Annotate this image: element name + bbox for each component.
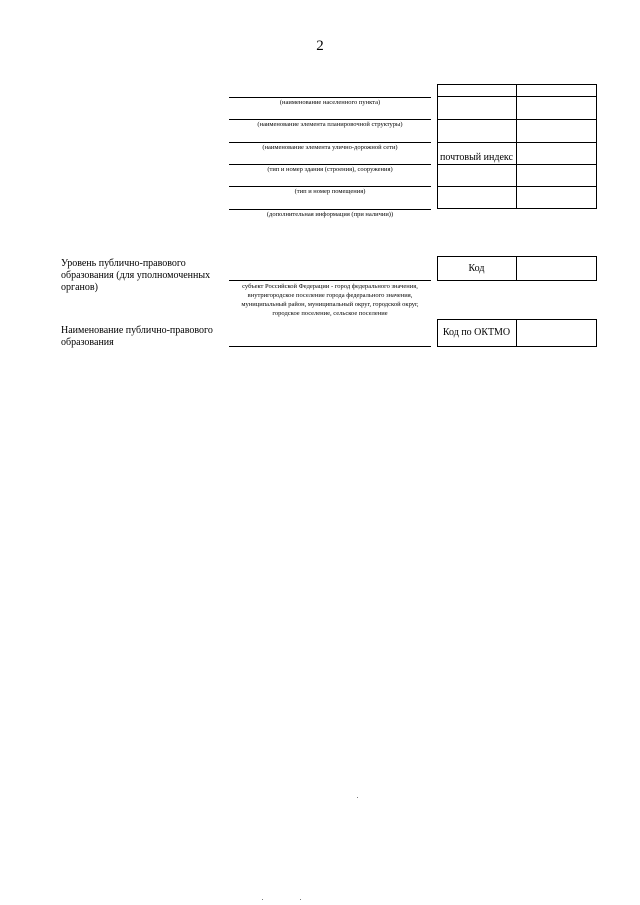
grid-row-line [437, 186, 597, 187]
scan-speck [357, 797, 358, 798]
level-label: Уровень публично-правового образования (для уполномоченных органов) [61, 258, 211, 293]
level-code-value[interactable] [518, 257, 596, 280]
scan-speck [300, 899, 301, 900]
grid-row-line [437, 96, 597, 97]
oktmo-value[interactable] [518, 320, 596, 346]
additional-info-line [229, 209, 431, 210]
additional-info-caption: (дополнительная информация (при наличии)) [266, 211, 394, 218]
entity-name-line [229, 346, 431, 347]
level-caption: субъект Российской Федерации - город федерального значения, внутригородское поселение города федерального значения, муниципальный район, муниципальный округ, городской округ, городское поселение, сельское поселение [241, 283, 419, 317]
street-network-caption: (наименование элемента улично-дорожной сети) [262, 144, 398, 151]
street-network-line [229, 142, 431, 143]
level-code-label: Код [468, 263, 485, 274]
grid-row-line [437, 164, 597, 165]
premises-line [229, 186, 431, 187]
building-caption: (тип и номер здания (строения), сооружения) [267, 166, 393, 173]
grid-divider [516, 84, 517, 209]
settlement-caption: (наименование населенного пункта) [279, 99, 381, 106]
level-code-divider [516, 256, 517, 281]
page-number: 2 [316, 38, 324, 54]
postal-index-label: почтовый индекс [440, 152, 513, 163]
grid-row-line [437, 119, 597, 120]
scan-speck [262, 899, 263, 900]
oktmo-label: Код по ОКТМО [442, 327, 511, 338]
settlement-line [229, 97, 431, 98]
level-line [229, 280, 431, 281]
planning-structure-line [229, 119, 431, 120]
planning-structure-caption: (наименование элемента планировочной структуры) [257, 121, 403, 128]
entity-name-label: Наименование публично-правового образования [61, 325, 213, 348]
building-line [229, 164, 431, 165]
oktmo-divider [516, 319, 517, 347]
postal-index-value[interactable] [518, 143, 596, 163]
premises-caption: (тип и номер помещения) [294, 188, 366, 195]
